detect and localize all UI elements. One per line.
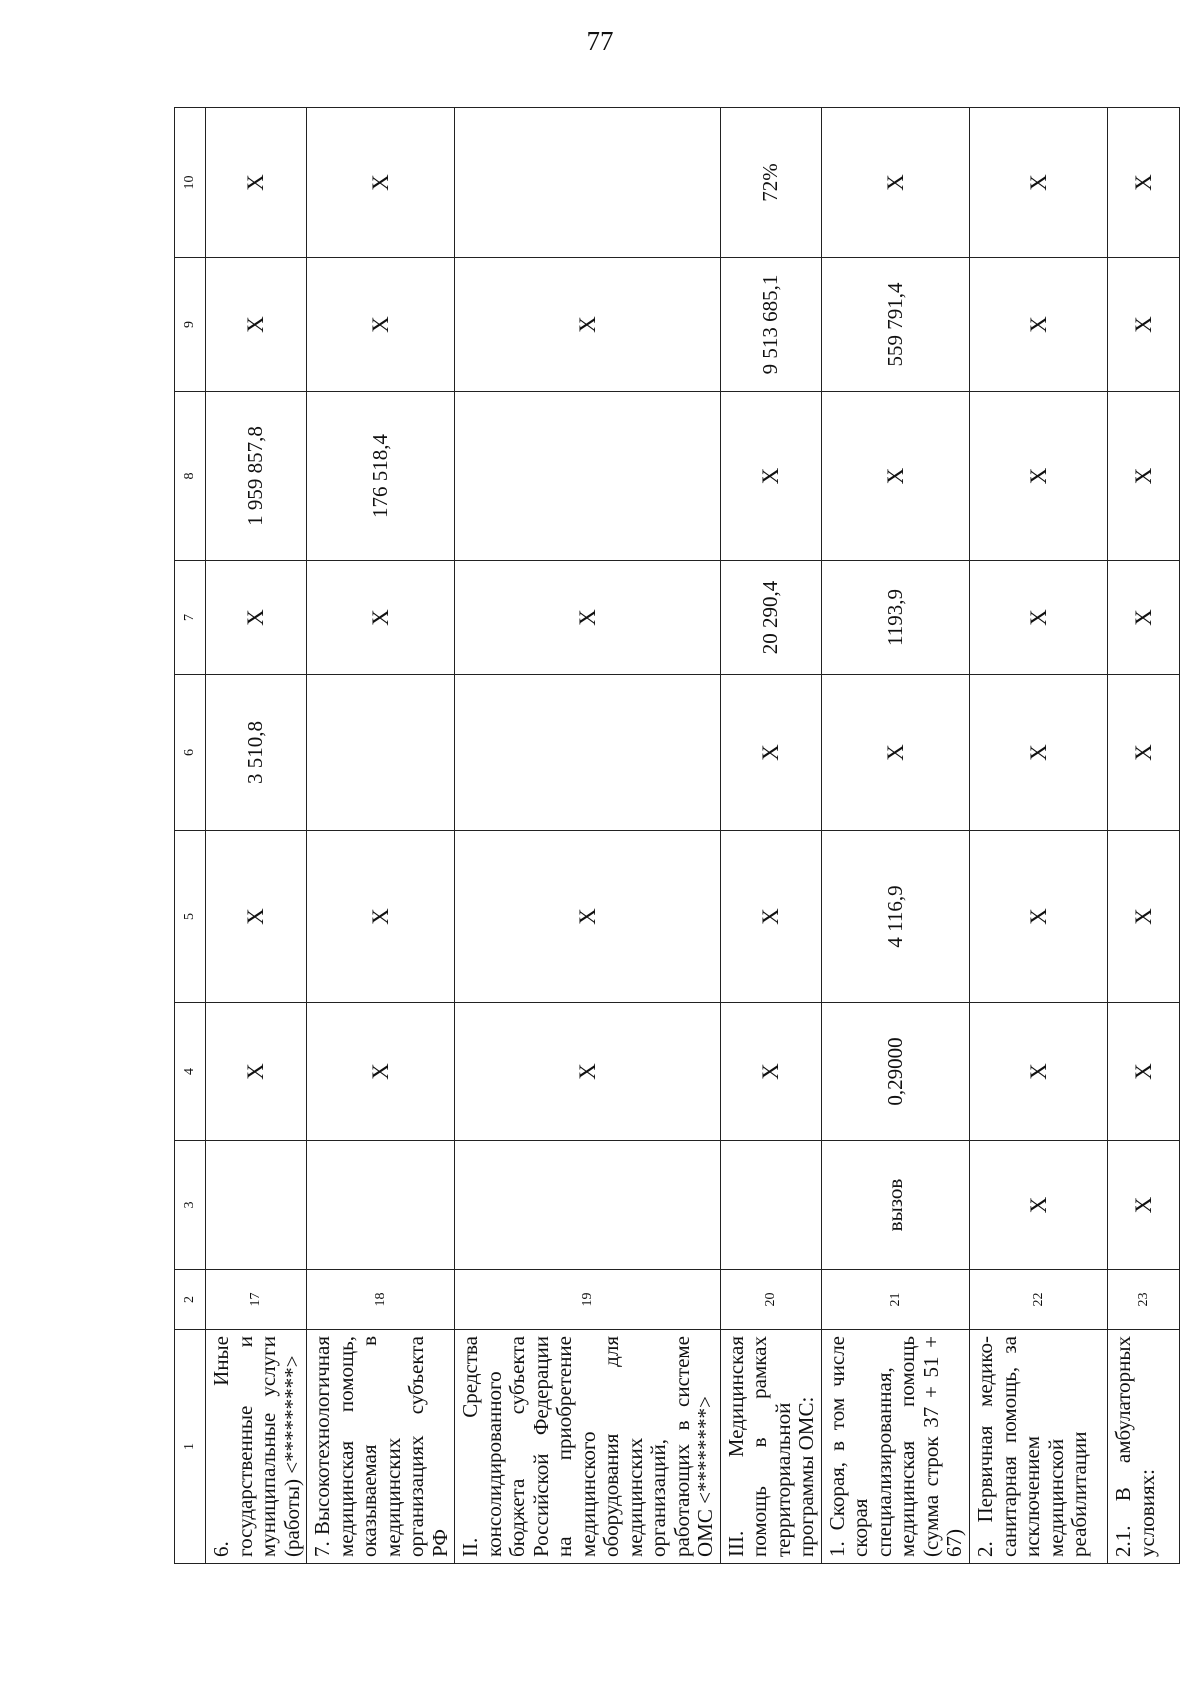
cell-value: X <box>307 108 455 258</box>
cell-unit <box>206 1141 307 1270</box>
row-number: 18 <box>307 1270 455 1330</box>
column-header: 4 <box>175 1003 206 1141</box>
cell-value: X <box>455 831 721 1003</box>
cell-value: X <box>455 561 721 675</box>
cell-value: 20 290,4 <box>720 561 821 675</box>
page-number: 77 <box>586 26 614 56</box>
cell-value: X <box>969 675 1107 831</box>
cell-value: X <box>969 1003 1107 1141</box>
cell-value: X <box>969 831 1107 1003</box>
row-name: 7. Высокотехнологичная медицинская помощь, оказываемая в медицинских организациях субъекта РФ <box>307 1330 455 1564</box>
cell-value: X <box>307 1003 455 1141</box>
cell-value: X <box>206 561 307 675</box>
column-header: 3 <box>175 1141 206 1270</box>
cell-value: 559 791,4 <box>821 258 969 392</box>
cell-value: X <box>720 831 821 1003</box>
row-name: 2.1. В амбулаторных условиях: <box>1107 1330 1179 1564</box>
column-header: 8 <box>175 392 206 561</box>
cell-value: X <box>307 831 455 1003</box>
cell-value: 3 510,8 <box>206 675 307 831</box>
table-row <box>969 108 1107 1564</box>
column-header: 7 <box>175 561 206 675</box>
table-row <box>1107 108 1179 1564</box>
cell-value: 9 513 685,1 <box>720 258 821 392</box>
cell-value: X <box>307 561 455 675</box>
cell-unit: вызов <box>821 1141 969 1270</box>
row-name: II. Средства консолидированного бюджета субъекта Российской Федерации на приобретение медицинского оборудования для медицинских организаций, работающих в системе ОМС <********> <box>455 1330 721 1564</box>
column-header: 10 <box>175 108 206 258</box>
cell-value: X <box>455 258 721 392</box>
cell-value: X <box>206 1003 307 1141</box>
table-container <box>174 108 1159 1564</box>
cell-unit: X <box>1107 1141 1179 1270</box>
cell-value: X <box>720 392 821 561</box>
cell-value <box>455 675 721 831</box>
cell-value: X <box>206 108 307 258</box>
cell-value: X <box>821 108 969 258</box>
cell-value: X <box>969 561 1107 675</box>
cell-value: X <box>969 392 1107 561</box>
row-number: 23 <box>1107 1270 1179 1330</box>
column-header: 1 <box>175 1330 206 1564</box>
cell-value: X <box>1107 108 1179 258</box>
cell-value <box>307 675 455 831</box>
cell-value: 0,29000 <box>821 1003 969 1141</box>
cell-value: X <box>1107 392 1179 561</box>
row-name: 2. Первичная медико-санитарная помощь, за исключением медицинской реабилитации <box>969 1330 1107 1564</box>
cell-value: X <box>1107 831 1179 1003</box>
row-number: 21 <box>821 1270 969 1330</box>
table-row <box>455 108 721 1564</box>
cell-value: 1 959 857,8 <box>206 392 307 561</box>
column-header: 6 <box>175 675 206 831</box>
cell-value: 1193,9 <box>821 561 969 675</box>
table-row <box>821 108 969 1564</box>
row-number: 19 <box>455 1270 721 1330</box>
column-header: 2 <box>175 1270 206 1330</box>
cell-value: X <box>206 831 307 1003</box>
cell-value: X <box>821 392 969 561</box>
cell-value: X <box>1107 1003 1179 1141</box>
cell-value <box>455 392 721 561</box>
table-row <box>307 108 455 1564</box>
column-header: 9 <box>175 258 206 392</box>
cell-value: X <box>720 1003 821 1141</box>
cell-value: X <box>969 258 1107 392</box>
cell-value: X <box>969 108 1107 258</box>
cell-value: X <box>307 258 455 392</box>
header-row <box>175 108 206 1564</box>
cell-value: X <box>455 1003 721 1141</box>
row-number: 20 <box>720 1270 821 1330</box>
cell-value: 176 518,4 <box>307 392 455 561</box>
cell-value: X <box>1107 561 1179 675</box>
row-number: 17 <box>206 1270 307 1330</box>
cell-value: 4 116,9 <box>821 831 969 1003</box>
cell-unit <box>455 1141 721 1270</box>
cell-value: X <box>720 675 821 831</box>
cell-unit: X <box>969 1141 1107 1270</box>
cell-unit <box>720 1141 821 1270</box>
cell-value <box>455 108 721 258</box>
cell-value: X <box>1107 258 1179 392</box>
cell-value: X <box>1107 675 1179 831</box>
row-name: 1. Скорая, в том числе скорая специализированная, медицинская помощь (сумма строк 37 + 51 + 67) <box>821 1330 969 1564</box>
table-row <box>206 108 307 1564</box>
cell-value: 72% <box>720 108 821 258</box>
table-row <box>720 108 821 1564</box>
cell-value: X <box>821 675 969 831</box>
data-table <box>174 107 1180 1564</box>
cell-unit <box>307 1141 455 1270</box>
column-header: 5 <box>175 831 206 1003</box>
row-name: III. Медицинская помощь в рамках территориальной программы ОМС: <box>720 1330 821 1564</box>
cell-value: X <box>206 258 307 392</box>
row-number: 22 <box>969 1270 1107 1330</box>
row-name: 6. Иные государственные и муниципальные услуги (работы) <*********> <box>206 1330 307 1564</box>
